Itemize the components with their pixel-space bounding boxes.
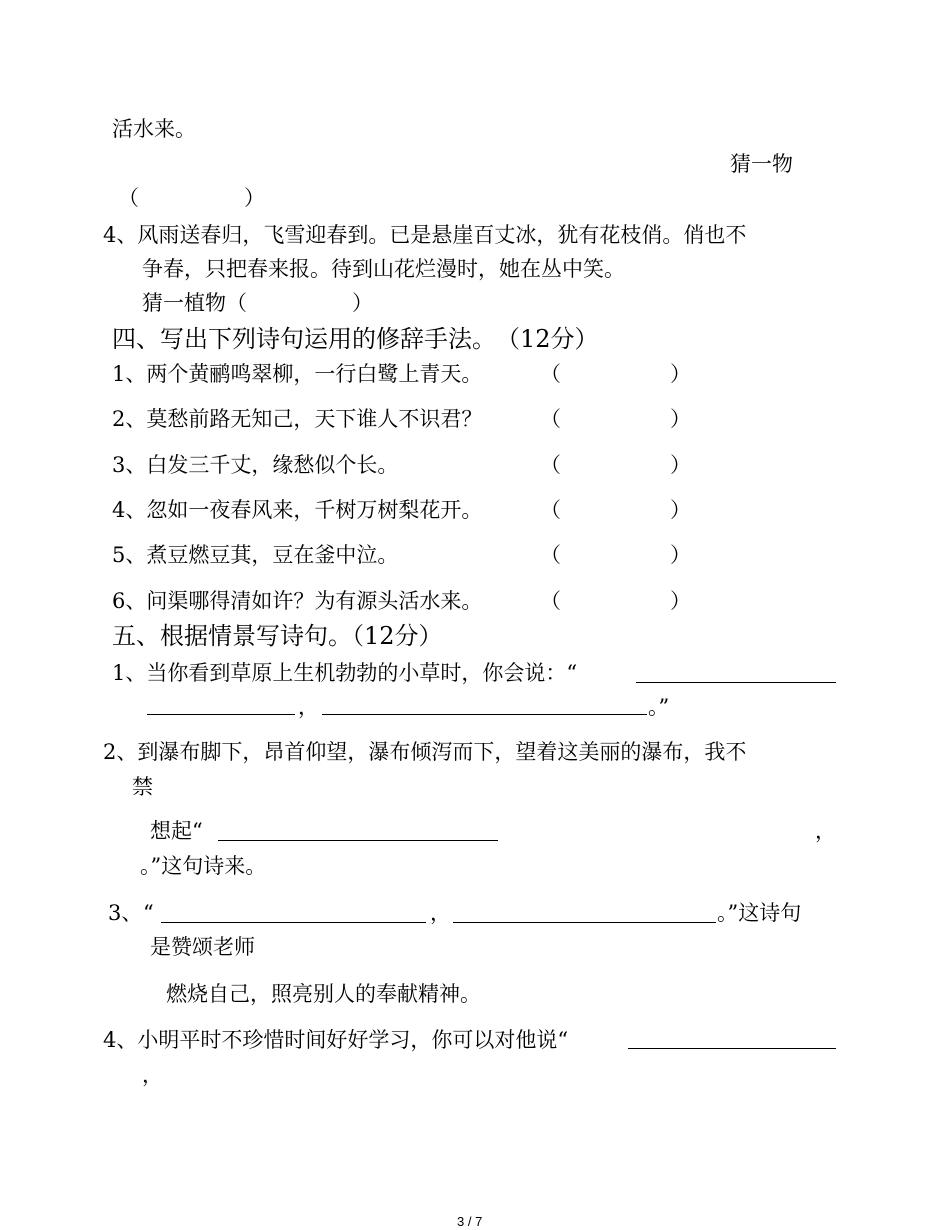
q1-end: 。” bbox=[648, 695, 670, 719]
answer-paren-close: ） bbox=[670, 362, 691, 386]
section-4-heading: 四、写出下列诗句运用的修辞手法。 （12分） bbox=[112, 325, 599, 353]
answer-paren-close: ） bbox=[670, 589, 691, 613]
q2-blank-1[interactable] bbox=[218, 840, 498, 841]
q2-end: 。”这句诗来。 bbox=[140, 854, 267, 878]
q3-line3: 燃烧自己，照亮别人的奉献精神。 bbox=[166, 982, 481, 1006]
riddle-4-line2: 争春，只把春来报。待到山花烂漫时，她在丛中笑。 bbox=[142, 257, 625, 281]
rhetoric-item-text: 2、莫愁前路无知己，天下谁人不识君？ bbox=[112, 407, 483, 431]
q4-blank-1[interactable] bbox=[628, 1048, 836, 1049]
rhetoric-item-text: 4、忽如一夜春风来，千树万树梨花开。 bbox=[112, 498, 483, 522]
rhetoric-item-text: 6、问渠哪得清如许？为有源头活水来。 bbox=[112, 589, 483, 613]
q4-comma: ， bbox=[142, 1063, 163, 1087]
answer-paren-close: ） bbox=[670, 407, 691, 431]
rhetoric-item-text: 1、两个黄鹂鸣翠柳，一行白鹭上青天。 bbox=[112, 362, 483, 386]
section-5-heading: 五、根据情景写诗句。（12分） bbox=[112, 622, 443, 650]
answer-paren-open: （ bbox=[540, 407, 561, 431]
riddle-hint: 猜一物 bbox=[730, 152, 793, 176]
rhetoric-item-text: 5、煮豆燃豆萁，豆在釜中泣。 bbox=[112, 543, 399, 567]
q1-comma: ， bbox=[298, 695, 319, 719]
answer-paren-close: ） bbox=[670, 543, 691, 567]
q3-line2: 是赞颂老师 bbox=[150, 935, 255, 959]
answer-paren-open: （ bbox=[540, 453, 561, 477]
q2-comma: ， bbox=[815, 819, 836, 843]
prev-question-tail: 活水来。 bbox=[112, 117, 196, 141]
q1-prompt: 1、当你看到草原上生机勃勃的小草时，你会说：“ bbox=[112, 661, 578, 685]
q3-number: 3、 bbox=[108, 901, 143, 925]
q3-blank-2[interactable] bbox=[453, 922, 716, 923]
q3-comma: ， bbox=[430, 901, 451, 925]
q3-open-quote: “ bbox=[143, 901, 154, 925]
q1-blank-2[interactable] bbox=[147, 714, 295, 715]
q4-prompt: 4、小明平时不珍惜时间好好学习，你可以对他说“ bbox=[103, 1028, 569, 1052]
answer-paren-close: ） bbox=[670, 498, 691, 522]
answer-paren-close: ） bbox=[670, 453, 691, 477]
q1-blank-3[interactable] bbox=[322, 714, 647, 715]
answer-paren-open: （ bbox=[540, 543, 561, 567]
q2-prompt-line2: 禁 bbox=[132, 775, 153, 799]
riddle-4-line1: 4、风雨送春归，飞雪迎春到。已是悬崖百丈冰，犹有花枝俏。俏也不 bbox=[103, 223, 747, 247]
rhetoric-item-text: 3、白发三千丈，缘愁似个长。 bbox=[112, 453, 399, 477]
answer-paren-open: （ bbox=[540, 589, 561, 613]
page-number: 3 / 7 bbox=[457, 1214, 483, 1229]
riddle-4-hint: 猜一植物（ ） bbox=[142, 291, 373, 315]
q2-prompt-line1: 2、到瀑布脚下，昂首仰望，瀑布倾泻而下，望着这美丽的瀑布，我不 bbox=[103, 740, 747, 764]
q3-blank-1[interactable] bbox=[161, 922, 426, 923]
q3-end: 。”这诗句 bbox=[717, 901, 802, 925]
answer-paren: （ ） bbox=[118, 186, 265, 210]
q2-prompt-line3: 想起“ bbox=[150, 819, 203, 843]
answer-paren-open: （ bbox=[540, 498, 561, 522]
q1-blank-1[interactable] bbox=[636, 682, 836, 683]
answer-paren-open: （ bbox=[540, 362, 561, 386]
